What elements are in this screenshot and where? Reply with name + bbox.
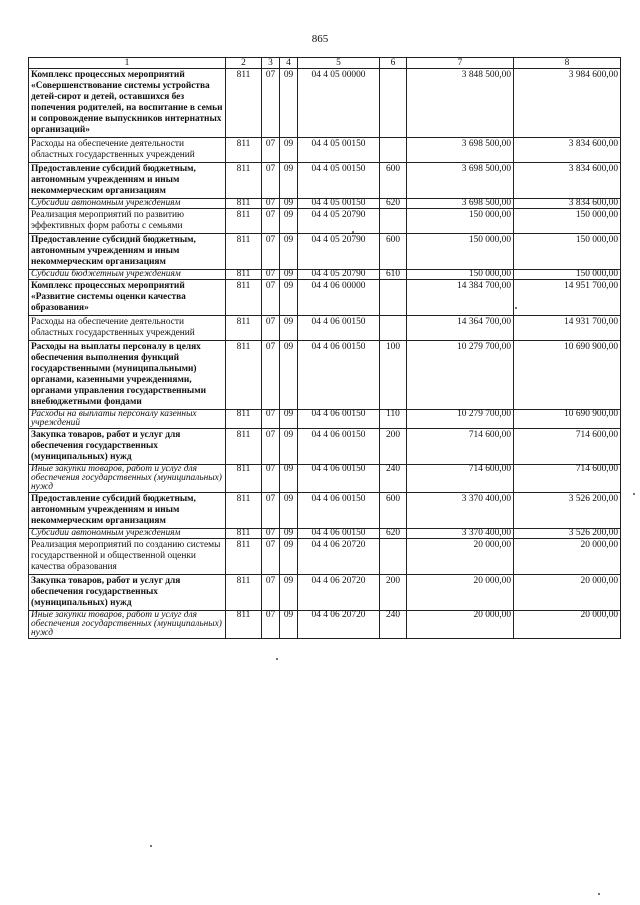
chapter-code: 811	[226, 575, 262, 611]
table-header-row	[29, 58, 621, 69]
section-code: 07	[262, 270, 280, 280]
section-code: 07	[262, 529, 280, 539]
chapter-code: 811	[226, 341, 262, 410]
chapter-code: 811	[226, 69, 262, 138]
amount-year-2: 3 834 600,00	[514, 138, 621, 163]
target-article-code: 04 4 05 20790	[298, 234, 380, 270]
amount-year-2: 20 000,00	[514, 575, 621, 611]
table-row	[29, 529, 621, 539]
target-article-code: 04 4 05 00150	[298, 163, 380, 199]
expense-type-code: 600	[380, 493, 407, 529]
amount-year-2: 3 526 200,00	[514, 493, 621, 529]
subsection-code: 09	[280, 493, 298, 529]
amount-year-2: 14 951 700,00	[514, 280, 621, 316]
amount-year-2: 150 000,00	[514, 234, 621, 270]
expense-type-code: 240	[380, 611, 407, 639]
amount-year-1: 150 000,00	[407, 209, 514, 234]
column-header: 4	[280, 58, 298, 69]
amount-year-2: 10 690 900,00	[514, 410, 621, 429]
chapter-code: 811	[226, 465, 262, 493]
section-code: 07	[262, 69, 280, 138]
table-row	[29, 199, 621, 209]
column-header: 5	[298, 58, 380, 69]
subsection-code: 09	[280, 410, 298, 429]
amount-year-1: 150 000,00	[407, 270, 514, 280]
table-row	[29, 611, 621, 639]
amount-year-1: 714 600,00	[407, 465, 514, 493]
amount-year-1: 714 600,00	[407, 429, 514, 465]
chapter-code: 811	[226, 611, 262, 639]
section-code: 07	[262, 429, 280, 465]
amount-year-2: 20 000,00	[514, 611, 621, 639]
column-header: 7	[407, 58, 514, 69]
amount-year-1: 150 000,00	[407, 234, 514, 270]
subsection-code: 09	[280, 575, 298, 611]
scan-speck	[352, 231, 354, 233]
subsection-code: 09	[280, 69, 298, 138]
target-article-code: 04 4 05 20790	[298, 270, 380, 280]
row-title: Предоставление субсидий бюджетным, автономным учреждениям и иным некоммерческим организациям	[29, 234, 226, 270]
section-code: 07	[262, 280, 280, 316]
subsection-code: 09	[280, 138, 298, 163]
target-article-code: 04 4 06 20720	[298, 575, 380, 611]
amount-year-2: 14 931 700,00	[514, 316, 621, 341]
subsection-code: 09	[280, 539, 298, 575]
target-article-code: 04 4 06 00150	[298, 316, 380, 341]
target-article-code: 04 4 06 00150	[298, 529, 380, 539]
row-title: Расходы на обеспечение деятельности областных государственных учреждений	[29, 316, 226, 341]
target-article-code: 04 4 05 20790	[298, 209, 380, 234]
expense-type-code	[380, 69, 407, 138]
subsection-code: 09	[280, 341, 298, 410]
amount-year-1: 20 000,00	[407, 611, 514, 639]
target-article-code: 04 4 06 00150	[298, 493, 380, 529]
column-header: 2	[226, 58, 262, 69]
row-title: Расходы на обеспечение деятельности областных государственных учреждений	[29, 138, 226, 163]
subsection-code: 09	[280, 429, 298, 465]
column-header: 3	[262, 58, 280, 69]
column-header: 8	[514, 58, 621, 69]
subsection-code: 09	[280, 611, 298, 639]
amount-year-1: 3 698 500,00	[407, 199, 514, 209]
table-row	[29, 280, 621, 316]
expense-type-code: 110	[380, 410, 407, 429]
row-title: Закупка товаров, работ и услуг для обеспечения государственных (муниципальных) нужд	[29, 575, 226, 611]
table-row	[29, 209, 621, 234]
row-title: Реализация мероприятий по созданию системы государственной и общественной оценки качества образования	[29, 539, 226, 575]
chapter-code: 811	[226, 410, 262, 429]
section-code: 07	[262, 138, 280, 163]
expense-type-code: 620	[380, 199, 407, 209]
expense-type-code	[380, 539, 407, 575]
row-title: Иные закупки товаров, работ и услуг для обеспечения государственных (муниципальных) нужд	[29, 465, 226, 493]
target-article-code: 04 4 05 00150	[298, 199, 380, 209]
row-title: Субсидии бюджетным учреждениям	[29, 270, 226, 280]
expense-type-code: 200	[380, 429, 407, 465]
expense-type-code	[380, 280, 407, 316]
section-code: 07	[262, 341, 280, 410]
expense-type-code: 100	[380, 341, 407, 410]
subsection-code: 09	[280, 234, 298, 270]
chapter-code: 811	[226, 529, 262, 539]
table-row	[29, 465, 621, 493]
section-code: 07	[262, 465, 280, 493]
section-code: 07	[262, 611, 280, 639]
scan-speck	[633, 493, 635, 495]
row-title: Реализация мероприятий по развитию эффективных форм работы с семьями	[29, 209, 226, 234]
section-code: 07	[262, 199, 280, 209]
amount-year-2: 714 600,00	[514, 465, 621, 493]
table-row	[29, 234, 621, 270]
amount-year-2: 150 000,00	[514, 209, 621, 234]
expense-type-code	[380, 316, 407, 341]
amount-year-2: 3 526 200,00	[514, 529, 621, 539]
section-code: 07	[262, 410, 280, 429]
row-title: Предоставление субсидий бюджетным, автономным учреждениям и иным некоммерческим организациям	[29, 163, 226, 199]
row-title: Предоставление субсидий бюджетным, автономным учреждениям и иным некоммерческим организациям	[29, 493, 226, 529]
table-row	[29, 575, 621, 611]
scan-speck	[150, 845, 152, 847]
subsection-code: 09	[280, 209, 298, 234]
target-article-code: 04 4 06 00150	[298, 429, 380, 465]
chapter-code: 811	[226, 138, 262, 163]
expense-type-code: 610	[380, 270, 407, 280]
subsection-code: 09	[280, 163, 298, 199]
section-code: 07	[262, 493, 280, 529]
target-article-code: 04 4 06 00150	[298, 410, 380, 429]
target-article-code: 04 4 06 20720	[298, 539, 380, 575]
target-article-code: 04 4 05 00000	[298, 69, 380, 138]
expense-type-code	[380, 209, 407, 234]
target-article-code: 04 4 06 00150	[298, 341, 380, 410]
target-article-code: 04 4 05 00150	[298, 138, 380, 163]
amount-year-1: 14 364 700,00	[407, 316, 514, 341]
chapter-code: 811	[226, 163, 262, 199]
chapter-code: 811	[226, 493, 262, 529]
table-row	[29, 138, 621, 163]
amount-year-1: 3 848 500,00	[407, 69, 514, 138]
amount-year-2: 3 834 600,00	[514, 199, 621, 209]
chapter-code: 811	[226, 429, 262, 465]
row-title: Комплекс процессных мероприятий «Развитие системы оценки качества образования»	[29, 280, 226, 316]
section-code: 07	[262, 575, 280, 611]
column-header: 1	[29, 58, 226, 69]
chapter-code: 811	[226, 316, 262, 341]
target-article-code: 04 4 06 20720	[298, 611, 380, 639]
subsection-code: 09	[280, 465, 298, 493]
row-title: Закупка товаров, работ и услуг для обеспечения государственных (муниципальных) нужд	[29, 429, 226, 465]
amount-year-1: 3 698 500,00	[407, 138, 514, 163]
budget-table	[28, 57, 621, 639]
expense-type-code	[380, 138, 407, 163]
section-code: 07	[262, 316, 280, 341]
subsection-code: 09	[280, 529, 298, 539]
subsection-code: 09	[280, 280, 298, 316]
row-title: Иные закупки товаров, работ и услуг для обеспечения государственных (муниципальных) нужд	[29, 611, 226, 639]
subsection-code: 09	[280, 270, 298, 280]
expense-type-code: 600	[380, 234, 407, 270]
subsection-code: 09	[280, 199, 298, 209]
section-code: 07	[262, 234, 280, 270]
scan-speck	[515, 307, 517, 309]
section-code: 07	[262, 163, 280, 199]
row-title: Субсидии автономным учреждениям	[29, 199, 226, 209]
chapter-code: 811	[226, 199, 262, 209]
table-row	[29, 493, 621, 529]
chapter-code: 811	[226, 539, 262, 575]
amount-year-2: 3 984 600,00	[514, 69, 621, 138]
amount-year-1: 20 000,00	[407, 539, 514, 575]
expense-type-code: 620	[380, 529, 407, 539]
chapter-code: 811	[226, 270, 262, 280]
scan-speck	[598, 893, 600, 895]
chapter-code: 811	[226, 209, 262, 234]
amount-year-2: 714 600,00	[514, 429, 621, 465]
row-title: Расходы на выплаты персоналу в целях обеспечения выполнения функций государственными (муниципальными) органами, казенными учреждениями, органами управления государственными внебюджетными фондами	[29, 341, 226, 410]
subsection-code: 09	[280, 316, 298, 341]
expense-type-code: 200	[380, 575, 407, 611]
amount-year-1: 20 000,00	[407, 575, 514, 611]
column-header: 6	[380, 58, 407, 69]
table-row	[29, 539, 621, 575]
amount-year-1: 10 279 700,00	[407, 410, 514, 429]
table-row	[29, 69, 621, 138]
amount-year-2: 10 690 900,00	[514, 341, 621, 410]
row-title: Расходы на выплаты персоналу казенных учреждений	[29, 410, 226, 429]
table-row	[29, 429, 621, 465]
scan-speck	[276, 658, 278, 660]
section-code: 07	[262, 539, 280, 575]
amount-year-1: 3 370 400,00	[407, 529, 514, 539]
table-row	[29, 341, 621, 410]
row-title: Комплекс процессных мероприятий «Совершенствование системы устройства детей-сирот и детей, оставшихся без попечения родителей, на воспитание в семьи и сопровождение выпускников интернатных организаций»	[29, 69, 226, 138]
amount-year-1: 3 698 500,00	[407, 163, 514, 199]
table-row	[29, 316, 621, 341]
chapter-code: 811	[226, 234, 262, 270]
row-title: Субсидии автономным учреждениям	[29, 529, 226, 539]
section-code: 07	[262, 209, 280, 234]
amount-year-2: 150 000,00	[514, 270, 621, 280]
expense-type-code: 240	[380, 465, 407, 493]
chapter-code: 811	[226, 280, 262, 316]
expense-type-code: 600	[380, 163, 407, 199]
amount-year-1: 14 384 700,00	[407, 280, 514, 316]
table-row	[29, 270, 621, 280]
amount-year-2: 3 834 600,00	[514, 163, 621, 199]
amount-year-1: 3 370 400,00	[407, 493, 514, 529]
target-article-code: 04 4 06 00150	[298, 465, 380, 493]
amount-year-2: 20 000,00	[514, 539, 621, 575]
amount-year-1: 10 279 700,00	[407, 341, 514, 410]
table-row	[29, 410, 621, 429]
table-row	[29, 163, 621, 199]
page-number: 865	[311, 33, 329, 45]
target-article-code: 04 4 06 00000	[298, 280, 380, 316]
